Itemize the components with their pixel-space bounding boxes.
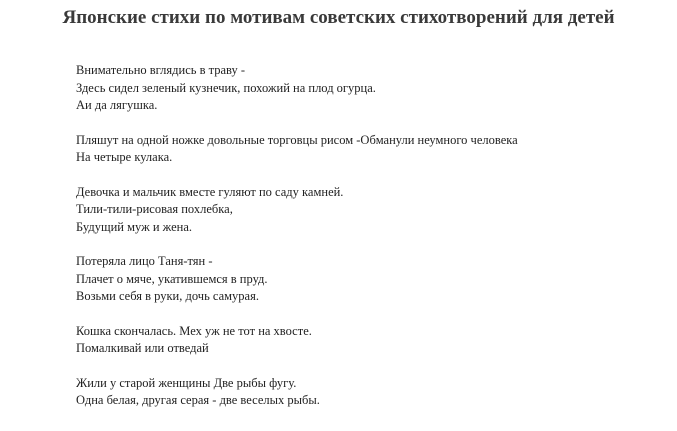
- poem-line: Будущий муж и жена.: [76, 219, 193, 234]
- poem-line: На четыре кулака.: [76, 150, 173, 164]
- page-title: Японские стихи по мотивам советских стихотворений для детей: [62, 7, 615, 28]
- poem-line: Возьми себя в руки, дочь самурая.: [76, 289, 259, 303]
- poem-line: Помалкивай или отведай: [76, 341, 209, 355]
- poem-line: Пляшут на одной ножке довольные торговцы рисом -Обманули неумного человека: [76, 132, 518, 147]
- poem-line: Аи да лягушка.: [76, 98, 158, 112]
- poem-4: [76, 253, 666, 306]
- poem-6: [76, 375, 666, 410]
- poem-2: [76, 132, 666, 167]
- poem-line: Жили у старой женщины Две рыбы фугу.: [76, 375, 297, 390]
- poem-3: [76, 184, 666, 237]
- poem-line: Тили-тили-рисовая похлебка,: [76, 202, 233, 216]
- poem-5: [76, 323, 666, 358]
- poem-line: Внимательно вглядись в траву -: [76, 63, 246, 77]
- poem-line: Потеряла лицо Таня-тян -: [76, 254, 213, 268]
- poem-list: [76, 62, 666, 427]
- poem-line: Девочка и мальчик вместе гуляют по саду камней.: [76, 184, 344, 199]
- poem-line: Кошка скончалась. Мех уж не тот на хвосте.: [76, 323, 312, 338]
- poem-line: Одна белая, другая серая - две веселых рыбы.: [76, 393, 320, 407]
- poem-line: Плачет о мяче, укатившемся в пруд.: [76, 271, 268, 286]
- poem-1: [76, 62, 666, 115]
- poem-line: Здесь сидел зеленый кузнечик, похожий на плод огурца.: [76, 80, 376, 95]
